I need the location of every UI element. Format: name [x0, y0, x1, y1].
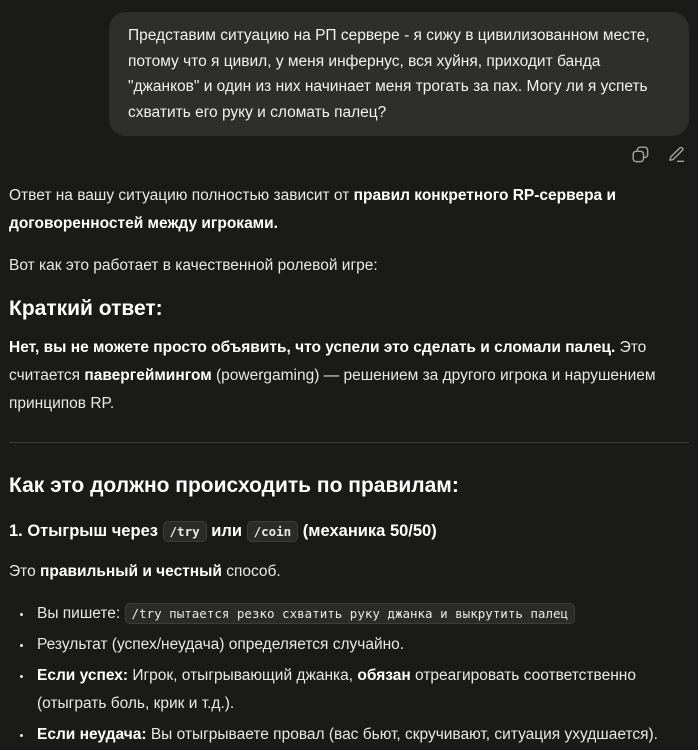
copy-icon	[631, 145, 650, 164]
paragraph-intro: Ответ на вашу ситуацию полностью зависит от правил конкретного RP-сервера и договоренностей между игроками.	[9, 187, 617, 232]
section-divider	[9, 442, 689, 443]
paragraph-how-it-works: Вот как это работает в качественной ролевой игре:	[9, 257, 378, 274]
rule-bullet-list	[9, 600, 689, 749]
user-message-actions	[9, 144, 689, 164]
copy-button[interactable]	[631, 145, 650, 164]
heading-rules: Как это должно происходить по правилам:	[9, 474, 459, 497]
heading-rule-1: 1. Отыгрыш через /try или /coin (механика 50/50)	[9, 522, 437, 540]
heading-short-answer: Краткий ответ:	[9, 297, 163, 320]
paragraph-way: Это правильный и честный способ.	[9, 563, 281, 580]
list-item: • Результат (успех/неудача) определяется случайно.	[33, 631, 689, 659]
edit-button[interactable]	[667, 145, 686, 164]
edit-icon	[667, 145, 686, 164]
user-message-row	[9, 0, 689, 136]
paragraph-short-answer: Нет, вы не можете просто объявить, что успели это сделать и сломали палец. Это считается павергеймингом (powergaming) — решением за другого игрока и нарушением принципов RP.	[9, 339, 656, 412]
list-item: • Если неудача: Вы отыгрываете провал (вас бьют, скручивают, ситуация ухудшается).	[33, 721, 689, 749]
list-item: • Вы пишете: /try пытается резко схватить руку джанка и выкрутить палец	[33, 600, 689, 628]
assistant-message	[9, 182, 689, 749]
user-message-text: Представим ситуацию на РП сервере - я сижу в цивилизованном месте, потому что я цивил, у меня инфернус, вся хуйня, приходит банда "джанков" и один из них начинает меня трогать за пах. Могу ли я успеть схватить его руку и сломать палец?	[128, 27, 650, 121]
list-item: • Если успех: Игрок, отыгрывающий джанка, обязан отреагировать соответственно (отыграть боль, крик и т.д.).	[33, 662, 689, 718]
user-message-bubble	[109, 12, 689, 136]
